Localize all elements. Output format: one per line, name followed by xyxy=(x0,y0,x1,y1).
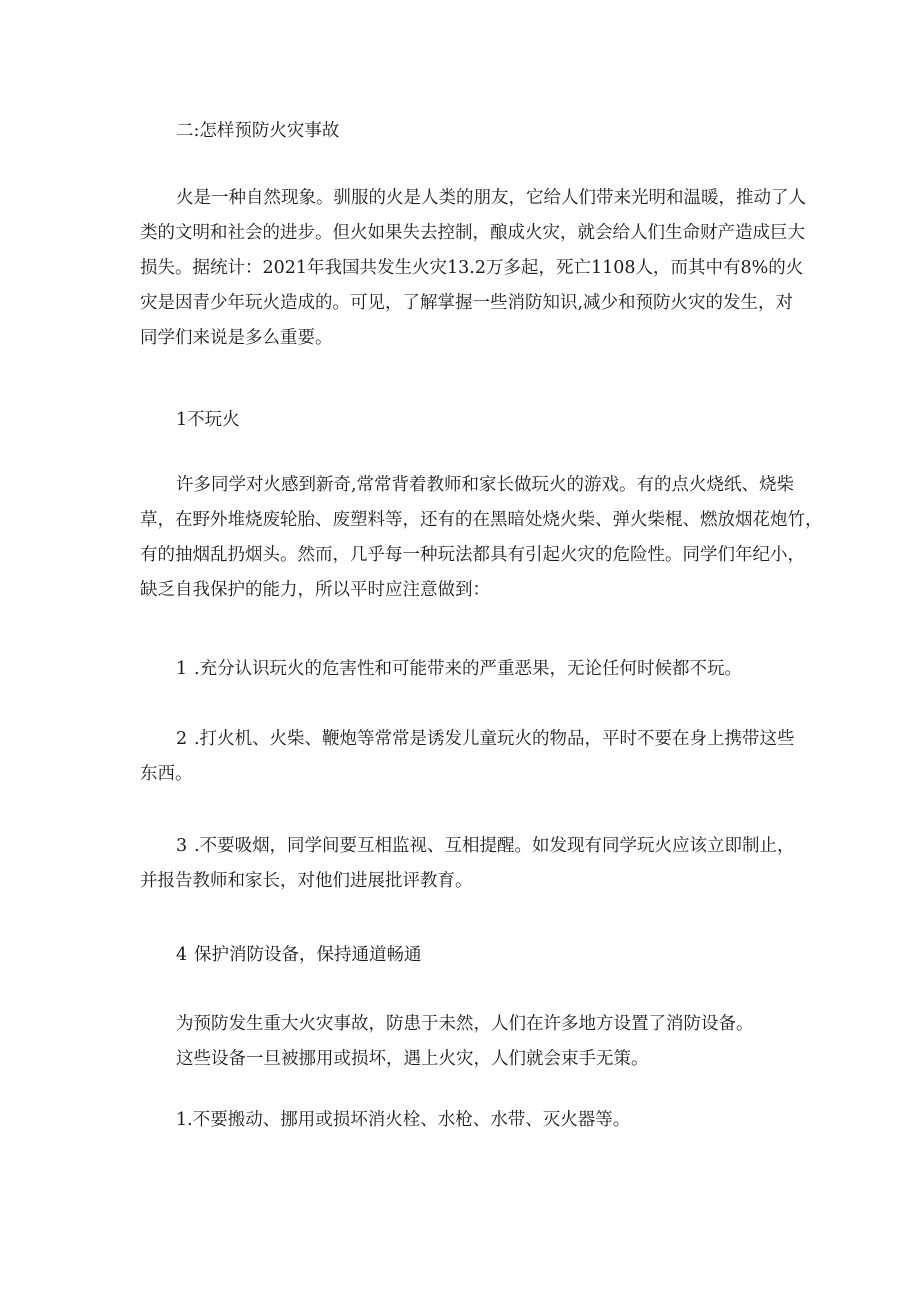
list-item-line xyxy=(140,829,800,864)
intro-line: 火是一种自然现象。驯服的火是人类的朋友，它给人们带来光明和温暖，推动了人 xyxy=(176,188,806,208)
section-4-item-1: 1.不要搬动、挪用或损坏消火栓、水枪、水带、灭火器等。 xyxy=(176,1110,631,1130)
section-4-line: 这些设备一旦被挪用或损坏，遇上火灾，人们就会束手无策。 xyxy=(176,1049,649,1069)
section-1-line: 草，在野外堆烧废轮胎、废塑料等，还有的在黑暗处烧火柴、弹火柴棍、燃放烟花炮竹， xyxy=(140,510,823,530)
section-heading-4 xyxy=(140,944,836,966)
section-heading-text: 保护消防设备，保持通道畅通 xyxy=(194,945,422,965)
list-item-1 xyxy=(140,652,800,687)
intro-line: 同学们来说是多么重要。 xyxy=(140,328,333,348)
section-4-line: 为预防发生重大火灾事故，防患于未然，人们在许多地方设置了消防设备。 xyxy=(176,1014,754,1034)
list-item-text: .不要吸烟，同学间要互相监视、互相提醒。如发现有同学玩火应该立即制止， xyxy=(194,836,795,856)
list-item-line: 东西。 xyxy=(140,764,193,784)
intro-line: 损失。据统计：2021年我国共发生火灾13.2万多起，死亡1108人，而其中有8%的火 xyxy=(140,258,804,278)
section-1-line: 缺乏自我保护的能力，所以平时应注意做到： xyxy=(140,580,490,600)
list-item-number: 2 xyxy=(176,729,188,749)
list-item-3 xyxy=(140,829,800,899)
section-heading-1: 1不玩火 xyxy=(176,410,240,430)
intro-line: 类的文明和社会的进步。但火如果失去控制，酿成火灾，就会给人们生命财产造成巨大 xyxy=(140,223,805,243)
section-heading-number: 4 xyxy=(176,945,188,965)
list-item-text: .打火机、火柴、鞭炮等常常是诱发儿童玩火的物品，平时不要在身上携带这些 xyxy=(194,729,795,749)
list-item-line xyxy=(140,722,800,757)
section-1-line: 许多同学对火感到新奇,常常背着教师和家长做玩火的游戏。有的点火烧纸、烧柴 xyxy=(176,475,795,495)
list-item-2 xyxy=(140,722,800,792)
list-item-number: 3 xyxy=(176,836,188,856)
list-item-line xyxy=(140,652,800,687)
list-item-line: 并报告教师和家长，对他们进展批评教育。 xyxy=(140,871,473,891)
section-1-paragraph xyxy=(140,468,823,608)
section-title: 二:怎样预防火灾事故 xyxy=(176,121,340,141)
intro-line: 灾是因青少年玩火造成的。可见，了解掌握一些消防知识,减少和预防火灾的发生，对 xyxy=(140,293,794,313)
section-1-line: 有的抽烟乱扔烟头。然而，几乎每一种玩法都具有引起火灾的危险性。同学们年纪小， xyxy=(140,545,805,565)
intro-paragraph xyxy=(140,181,806,356)
list-item-number: 1 xyxy=(176,659,188,679)
list-item-text: .充分认识玩火的危害性和可能带来的严重恶果，无论任何时候都不玩。 xyxy=(194,659,743,679)
section-4-paragraph xyxy=(140,1007,800,1077)
